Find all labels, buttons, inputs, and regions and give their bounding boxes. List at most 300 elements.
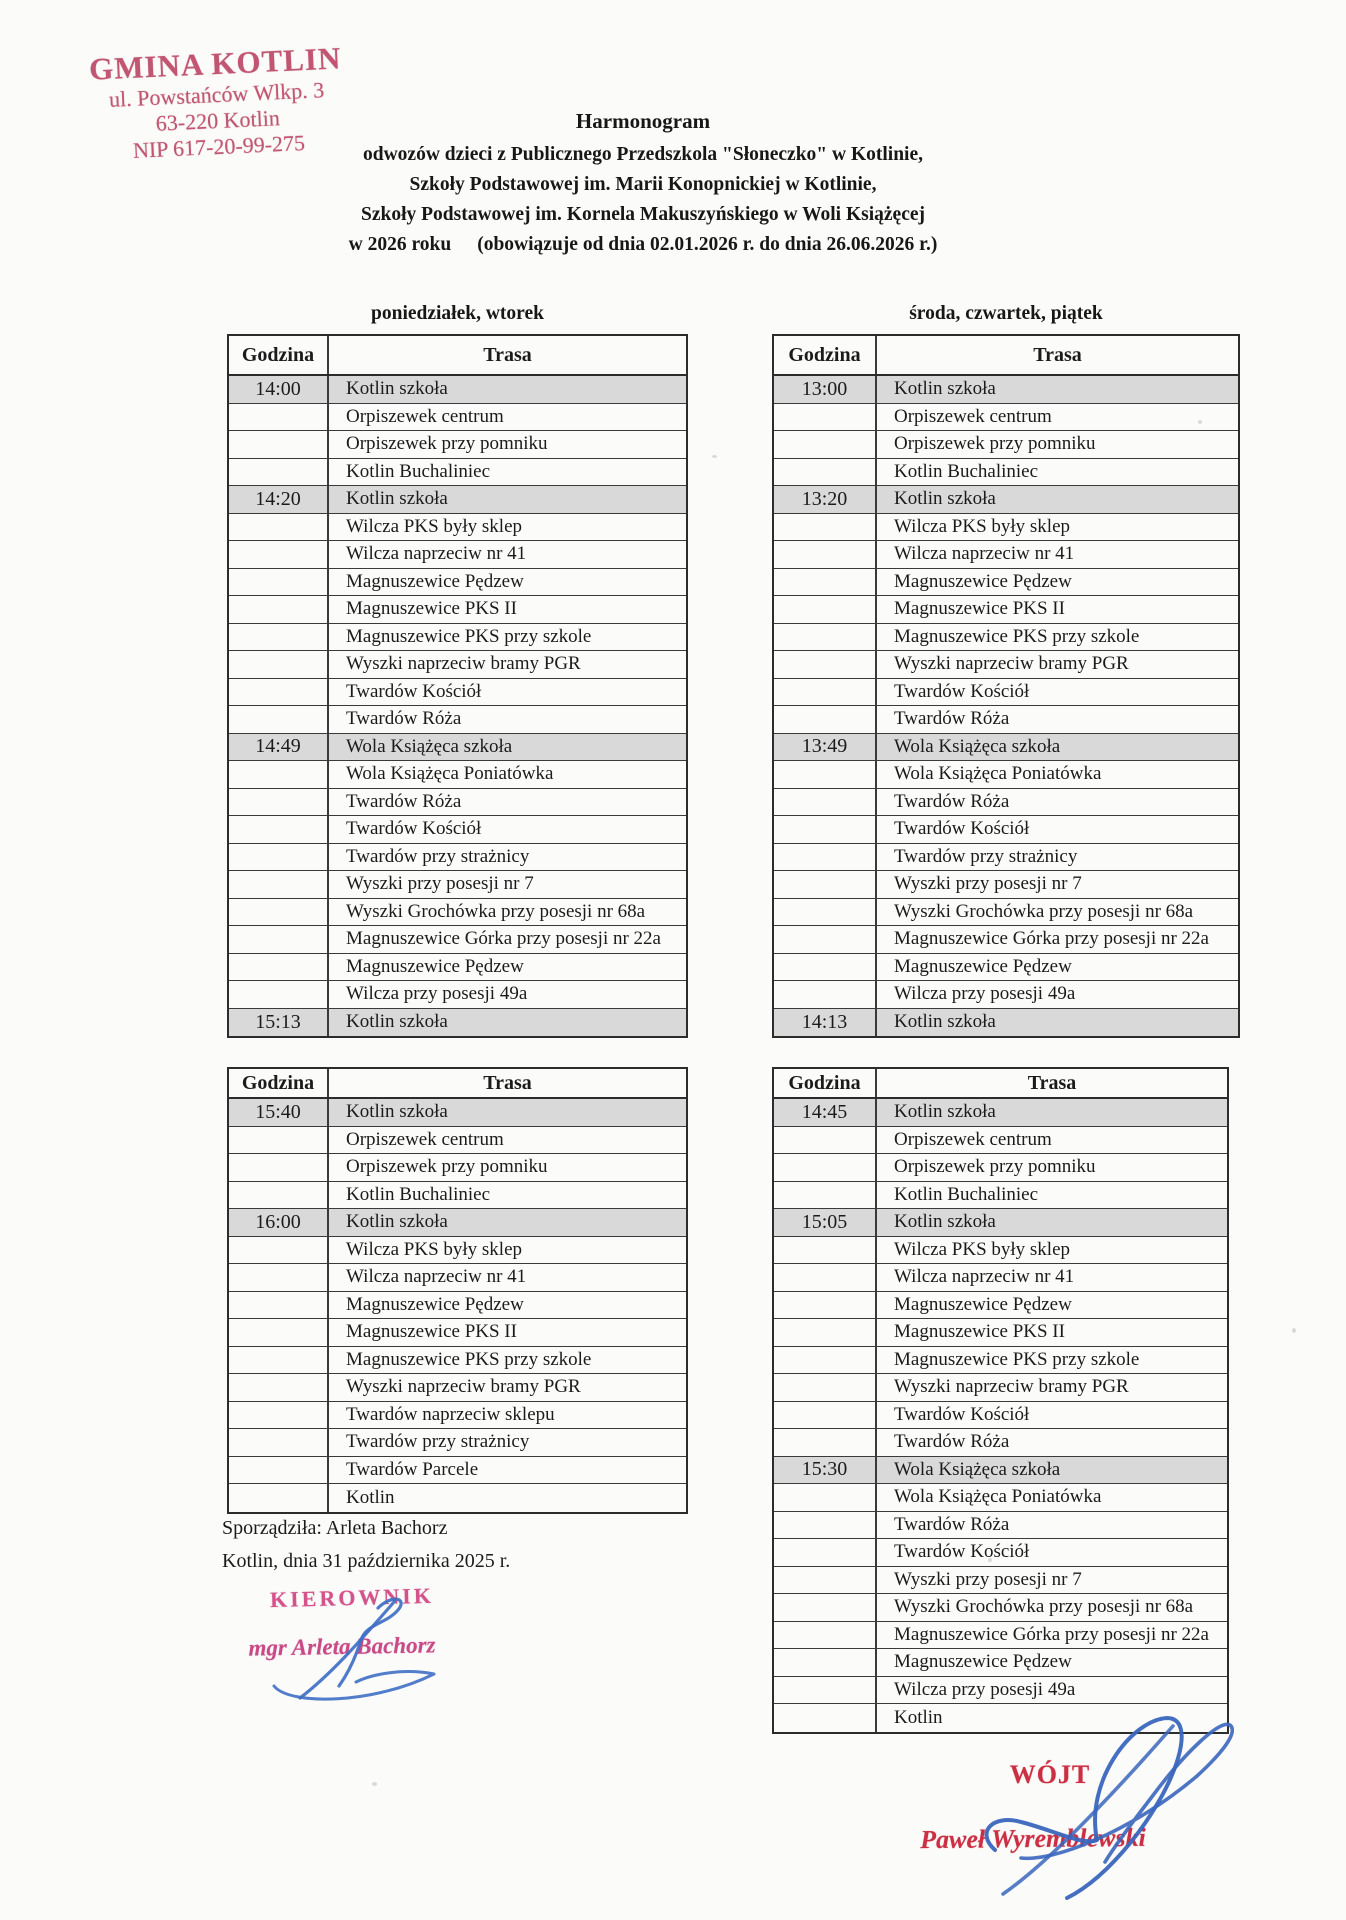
table-row — [774, 1429, 1227, 1457]
route-cell: Kotlin szkoła — [346, 488, 448, 510]
time-cell — [774, 1484, 877, 1511]
route-cell: Wyszki przy posesji nr 7 — [894, 873, 1082, 895]
header-time: Godzina — [774, 336, 877, 374]
route-cell: Twardów przy strażnicy — [346, 845, 530, 867]
route-cell: Twardów Kościół — [894, 1403, 1030, 1425]
table-row — [774, 541, 1238, 569]
prepared-by-block — [222, 1512, 510, 1578]
table-row — [229, 596, 686, 624]
route-cell: Kotlin Buchaliniec — [346, 460, 491, 482]
time-cell — [229, 871, 329, 898]
time-cell — [774, 541, 877, 568]
time-cell: 15:13 — [229, 1009, 329, 1037]
route-cell: Magnuszewice Pędzew — [894, 955, 1072, 977]
stamp-street: ul. Powstańców Wlkp. 3 — [108, 77, 325, 112]
time-cell — [774, 1292, 877, 1319]
mayor-stamp-name: Paweł Wyremblewski — [920, 1822, 1146, 1855]
table-row — [229, 569, 686, 597]
header-route: Trasa — [1033, 343, 1082, 366]
table-row — [774, 871, 1238, 899]
time-cell: 14:00 — [229, 376, 329, 403]
route-cell: Magnuszewice Pędzew — [894, 1651, 1072, 1673]
time-cell — [774, 789, 877, 816]
route-cell: Kotlin szkoła — [894, 378, 996, 400]
route-cell: Kotlin szkoła — [894, 488, 996, 510]
table-row — [774, 789, 1238, 817]
table-row — [774, 816, 1238, 844]
table-header-row — [229, 336, 686, 376]
time-cell — [774, 514, 877, 541]
title-year: w 2026 roku — [348, 234, 452, 255]
route-cell: Wilcza naprzeciw nr 41 — [346, 543, 527, 565]
title-validity: (obowiązuje od dnia 02.01.2026 r. do dnia 26.06.2026 r.) — [477, 234, 938, 255]
route-cell: Kotlin Buchaliniec — [894, 460, 1039, 482]
table-row — [774, 1009, 1238, 1037]
table-row — [774, 404, 1238, 432]
table-row — [774, 761, 1238, 789]
time-cell — [229, 926, 329, 953]
table-row — [229, 376, 686, 404]
time-cell — [229, 404, 329, 431]
route-cell: Wyszki Grochówka przy posesji nr 68a — [894, 900, 1194, 922]
time-cell — [229, 1264, 329, 1291]
time-cell: 13:00 — [774, 376, 877, 403]
route-cell: Magnuszewice PKS II — [346, 598, 517, 620]
time-cell: 14:45 — [774, 1099, 877, 1126]
route-cell: Kotlin szkoła — [346, 1101, 448, 1123]
time-cell — [229, 1429, 329, 1456]
route-cell: Wilcza PKS były sklep — [894, 1238, 1071, 1260]
table-row — [774, 1512, 1227, 1540]
table-row — [774, 1457, 1227, 1485]
time-cell — [774, 844, 877, 871]
table-row — [774, 1402, 1227, 1430]
route-cell: Wyszki naprzeciw bramy PGR — [346, 653, 581, 675]
table-row — [229, 899, 686, 927]
time-cell — [774, 1347, 877, 1374]
table-row — [774, 1374, 1227, 1402]
table-row — [229, 706, 686, 734]
route-cell: Kotlin szkoła — [346, 378, 448, 400]
route-cell: Magnuszewice Górka przy posesji nr 22a — [894, 928, 1209, 950]
time-cell — [229, 1484, 329, 1512]
table-row — [774, 844, 1238, 872]
route-cell: Kotlin Buchaliniec — [346, 1183, 491, 1205]
route-cell: Magnuszewice Pędzew — [346, 955, 524, 977]
route-cell: Kotlin szkoła — [894, 1211, 996, 1233]
table-row — [774, 679, 1238, 707]
table-row — [774, 1099, 1227, 1127]
table-row — [229, 1099, 686, 1127]
table-row — [774, 1154, 1227, 1182]
table-row — [229, 1429, 686, 1457]
time-cell — [229, 844, 329, 871]
route-cell: Wyszki naprzeciw bramy PGR — [894, 653, 1129, 675]
time-cell: 15:30 — [774, 1457, 877, 1484]
table-row — [229, 624, 686, 652]
route-cell: Wilcza przy posesji 49a — [346, 983, 528, 1005]
route-cell: Magnuszewice Górka przy posesji nr 22a — [346, 928, 661, 950]
scan-artifact — [988, 1558, 992, 1562]
route-cell: Wyszki naprzeciw bramy PGR — [894, 1376, 1129, 1398]
table-row — [774, 1292, 1227, 1320]
time-cell — [774, 954, 877, 981]
route-cell: Magnuszewice Pędzew — [894, 1293, 1072, 1315]
table-row — [774, 1347, 1227, 1375]
time-cell — [229, 1457, 329, 1484]
time-cell — [774, 596, 877, 623]
route-cell: Magnuszewice PKS przy szkole — [346, 625, 592, 647]
route-cell: Twardów Kościół — [346, 818, 482, 840]
time-cell — [229, 706, 329, 733]
route-cell: Wyszki przy posesji nr 7 — [346, 873, 534, 895]
table-row — [774, 1539, 1227, 1567]
table-row — [774, 651, 1238, 679]
table-row — [229, 651, 686, 679]
table-row — [229, 844, 686, 872]
time-cell — [774, 871, 877, 898]
route-cell: Orpiszewek centrum — [346, 405, 504, 427]
route-cell: Magnuszewice PKS II — [894, 1321, 1065, 1343]
table-row — [229, 981, 686, 1009]
table-row — [229, 514, 686, 542]
time-cell — [774, 1319, 877, 1346]
time-cell — [229, 1237, 329, 1264]
table-header-row — [774, 336, 1238, 376]
time-cell — [774, 1567, 877, 1594]
table-row — [774, 926, 1238, 954]
time-cell — [229, 514, 329, 541]
route-cell: Twardów Róża — [894, 790, 1010, 812]
table-row — [774, 569, 1238, 597]
place-date-line: Kotlin, dnia 31 października 2025 r. — [222, 1550, 511, 1572]
table-row — [774, 706, 1238, 734]
header-time: Godzina — [774, 1069, 877, 1097]
table-row — [774, 954, 1238, 982]
table-row — [229, 1154, 686, 1182]
route-cell: Magnuszewice Pędzew — [346, 1293, 524, 1315]
table-row — [229, 1457, 686, 1485]
route-cell: Orpiszewek przy pomniku — [894, 1156, 1096, 1178]
route-cell: Magnuszewice PKS przy szkole — [894, 625, 1140, 647]
time-cell — [229, 1127, 329, 1154]
table-row — [774, 596, 1238, 624]
route-cell: Orpiszewek centrum — [346, 1128, 504, 1150]
route-cell: Wilcza PKS były sklep — [346, 1238, 523, 1260]
title-line-5 — [290, 230, 996, 260]
time-cell — [774, 816, 877, 843]
time-cell: 16:00 — [229, 1209, 329, 1236]
route-cell: Twardów przy strażnicy — [346, 1431, 530, 1453]
time-cell — [774, 679, 877, 706]
table-row — [774, 1649, 1227, 1677]
route-cell: Kotlin szkoła — [346, 1011, 448, 1033]
table-row — [229, 816, 686, 844]
time-cell — [774, 459, 877, 486]
time-cell — [774, 1429, 877, 1456]
time-cell — [774, 1182, 877, 1209]
table-row — [229, 431, 686, 459]
table-row — [774, 1484, 1227, 1512]
table-row — [229, 1374, 686, 1402]
table-row — [774, 1127, 1227, 1155]
table-row — [774, 624, 1238, 652]
time-cell: 14:20 — [229, 486, 329, 513]
title-line-2: odwozów dzieci z Publicznego Przedszkola "Słoneczko" w Kotlinie, — [362, 144, 923, 165]
table-row — [229, 459, 686, 487]
time-cell — [774, 651, 877, 678]
time-cell — [229, 816, 329, 843]
stamp-municipality-name: GMINA KOTLIN — [88, 40, 343, 87]
time-cell — [229, 569, 329, 596]
time-cell: 13:49 — [774, 734, 877, 761]
time-cell — [229, 981, 329, 1008]
stamp-nip: NIP 617-20-99-275 — [132, 130, 306, 163]
time-cell — [774, 926, 877, 953]
route-cell: Twardów Róża — [346, 790, 462, 812]
scan-artifact — [1198, 420, 1202, 424]
manager-stamp-title: KIEROWNIK — [269, 1582, 435, 1613]
time-cell — [774, 1594, 877, 1621]
route-cell: Wilcza PKS były sklep — [894, 515, 1071, 537]
route-cell: Magnuszewice Górka przy posesji nr 22a — [894, 1623, 1209, 1645]
time-cell — [774, 1264, 877, 1291]
route-cell: Kotlin Buchaliniec — [894, 1183, 1039, 1205]
table-row — [774, 514, 1238, 542]
table-row — [774, 1237, 1227, 1265]
table-row — [229, 541, 686, 569]
header-route: Trasa — [483, 343, 532, 366]
time-cell — [229, 761, 329, 788]
schedule-table-wed-fri-run1 — [772, 334, 1240, 1038]
route-cell: Kotlin — [346, 1486, 395, 1508]
route-cell: Twardów Kościół — [346, 680, 482, 702]
route-cell: Twardów naprzeciw sklepu — [346, 1403, 555, 1425]
table-row — [229, 734, 686, 762]
route-cell: Wola Książęca Poniatówka — [894, 763, 1102, 785]
time-cell — [229, 1319, 329, 1346]
table-row — [774, 1567, 1227, 1595]
table-row — [774, 899, 1238, 927]
time-cell — [774, 431, 877, 458]
time-cell — [774, 404, 877, 431]
table-row — [774, 1209, 1227, 1237]
route-cell: Wola Książęca szkoła — [894, 735, 1061, 757]
route-cell: Orpiszewek centrum — [894, 1128, 1052, 1150]
time-cell: 13:20 — [774, 486, 877, 513]
route-cell: Orpiszewek przy pomniku — [894, 433, 1096, 455]
time-cell — [229, 899, 329, 926]
table-row — [229, 1182, 686, 1210]
time-cell — [229, 1154, 329, 1181]
table-row — [229, 926, 686, 954]
time-cell — [774, 624, 877, 651]
table-row — [229, 1209, 686, 1237]
table-row — [229, 954, 686, 982]
time-cell: 14:49 — [229, 734, 329, 761]
scan-artifact — [1292, 1328, 1296, 1333]
mayor-stamp-title: WÓJT — [1009, 1760, 1091, 1789]
route-cell: Magnuszewice PKS przy szkole — [346, 1348, 592, 1370]
time-cell — [229, 1374, 329, 1401]
time-cell — [774, 1127, 877, 1154]
table-header-row — [229, 1069, 686, 1099]
route-cell: Kotlin szkoła — [894, 1011, 996, 1033]
table-row — [774, 1182, 1227, 1210]
route-cell: Orpiszewek przy pomniku — [346, 1156, 548, 1178]
document-title — [290, 106, 996, 260]
stamp-postal-city: 63-220 Kotlin — [155, 105, 281, 136]
route-cell: Twardów Kościół — [894, 1541, 1030, 1563]
header-route: Trasa — [1027, 1071, 1077, 1094]
time-cell — [229, 651, 329, 678]
table-row — [774, 459, 1238, 487]
table-row — [229, 761, 686, 789]
route-cell: Kotlin szkoła — [894, 1101, 996, 1123]
route-cell: Kotlin — [894, 1706, 943, 1728]
route-cell: Twardów Róża — [894, 1431, 1010, 1453]
time-cell — [229, 954, 329, 981]
route-cell: Wola Książęca szkoła — [346, 735, 513, 757]
table-row — [774, 1264, 1227, 1292]
weekday-label-monday-tuesday: poniedziałek, wtorek — [371, 303, 544, 324]
route-cell: Twardów Róża — [894, 708, 1010, 730]
time-cell — [229, 679, 329, 706]
title-line-1: Harmonogram — [575, 109, 711, 133]
table-row — [229, 1347, 686, 1375]
title-line-3: Szkoły Podstawowej im. Marii Konopnickiej w Kotlinie, — [409, 174, 877, 195]
table-row — [774, 376, 1238, 404]
route-cell: Magnuszewice PKS II — [894, 598, 1065, 620]
table-row — [229, 1319, 686, 1347]
route-cell: Wilcza naprzeciw nr 41 — [346, 1266, 527, 1288]
weekday-label-wed-thu-fri: środa, czwartek, piątek — [909, 303, 1103, 324]
route-cell: Magnuszewice Pędzew — [894, 570, 1072, 592]
time-cell — [229, 431, 329, 458]
route-cell: Twardów Parcele — [346, 1458, 479, 1480]
table-header-row — [774, 1069, 1227, 1099]
route-cell: Orpiszewek przy pomniku — [346, 433, 548, 455]
time-cell — [774, 1704, 877, 1732]
time-cell — [774, 569, 877, 596]
table-row — [229, 871, 686, 899]
route-cell: Orpiszewek centrum — [894, 405, 1052, 427]
route-cell: Wilcza przy posesji 49a — [894, 983, 1076, 1005]
scan-artifact — [712, 455, 717, 458]
route-cell: Wilcza przy posesji 49a — [894, 1678, 1076, 1700]
time-cell — [774, 1402, 877, 1429]
time-cell: 14:13 — [774, 1009, 877, 1037]
table-row — [229, 1237, 686, 1265]
route-cell: Magnuszewice Pędzew — [346, 570, 524, 592]
time-cell — [774, 1237, 877, 1264]
time-cell — [774, 1512, 877, 1539]
route-cell: Twardów Kościół — [894, 680, 1030, 702]
table-row — [229, 486, 686, 514]
time-cell — [774, 761, 877, 788]
time-cell — [774, 899, 877, 926]
route-cell: Wola Książęca szkoła — [894, 1458, 1061, 1480]
title-line-4: Szkoły Podstawowej im. Kornela Makuszyńskiego w Woli Książęcej — [360, 204, 926, 225]
mayor-signature — [935, 1712, 1335, 1907]
route-cell: Twardów Róża — [346, 708, 462, 730]
route-cell: Wyszki Grochówka przy posesji nr 68a — [346, 900, 646, 922]
time-cell: 15:40 — [229, 1099, 329, 1126]
route-cell: Wilcza PKS były sklep — [346, 515, 523, 537]
header-route: Trasa — [483, 1071, 532, 1094]
time-cell — [774, 1677, 877, 1704]
table-row — [229, 404, 686, 432]
time-cell — [774, 706, 877, 733]
table-row — [229, 1127, 686, 1155]
table-row — [229, 1009, 686, 1037]
prepared-by-line: Sporządziła: Arleta Bachorz — [222, 1517, 448, 1539]
table-row — [774, 431, 1238, 459]
route-cell: Wilcza naprzeciw nr 41 — [894, 1266, 1075, 1288]
time-cell — [229, 541, 329, 568]
time-cell — [774, 1539, 877, 1566]
table-row — [774, 1677, 1227, 1705]
route-cell: Twardów Kościół — [894, 818, 1030, 840]
time-cell — [229, 1182, 329, 1209]
route-cell: Magnuszewice PKS II — [346, 1321, 517, 1343]
header-time: Godzina — [229, 1069, 329, 1097]
route-cell: Kotlin szkoła — [346, 1211, 448, 1233]
time-cell: 15:05 — [774, 1209, 877, 1236]
schedule-table-mon-tue-run1 — [227, 334, 688, 1038]
table-row — [774, 981, 1238, 1009]
header-time: Godzina — [229, 336, 329, 374]
route-cell: Twardów przy strażnicy — [894, 845, 1078, 867]
time-cell — [774, 1622, 877, 1649]
time-cell — [229, 1347, 329, 1374]
table-row — [229, 1484, 686, 1512]
manager-signature — [250, 1592, 460, 1712]
time-cell — [229, 596, 329, 623]
table-row — [229, 1402, 686, 1430]
route-cell: Wola Książęca Poniatówka — [346, 763, 554, 785]
time-cell — [774, 1154, 877, 1181]
time-cell — [229, 1292, 329, 1319]
time-cell — [774, 1649, 877, 1676]
time-cell — [229, 789, 329, 816]
table-row — [774, 1622, 1227, 1650]
time-cell — [774, 1374, 877, 1401]
route-cell: Wyszki Grochówka przy posesji nr 68a — [894, 1596, 1194, 1618]
time-cell — [774, 981, 877, 1008]
schedule-table-wed-fri-run2 — [772, 1067, 1229, 1734]
time-cell — [229, 624, 329, 651]
route-cell: Wyszki przy posesji nr 7 — [894, 1568, 1082, 1590]
time-cell — [229, 1402, 329, 1429]
table-row — [774, 734, 1238, 762]
route-cell: Wilcza naprzeciw nr 41 — [894, 543, 1075, 565]
route-cell: Wyszki naprzeciw bramy PGR — [346, 1376, 581, 1398]
table-row — [774, 486, 1238, 514]
table-row — [774, 1594, 1227, 1622]
manager-stamp-name: mgr Arleta Bachorz — [248, 1632, 436, 1661]
route-cell: Wola Książęca Poniatówka — [894, 1486, 1102, 1508]
table-row — [229, 789, 686, 817]
schedule-table-mon-tue-run2 — [227, 1067, 688, 1514]
route-cell: Magnuszewice PKS przy szkole — [894, 1348, 1140, 1370]
table-row — [229, 679, 686, 707]
scan-artifact — [372, 1782, 377, 1786]
table-row — [774, 1319, 1227, 1347]
time-cell — [229, 459, 329, 486]
table-row — [229, 1264, 686, 1292]
route-cell: Twardów Róża — [894, 1513, 1010, 1535]
